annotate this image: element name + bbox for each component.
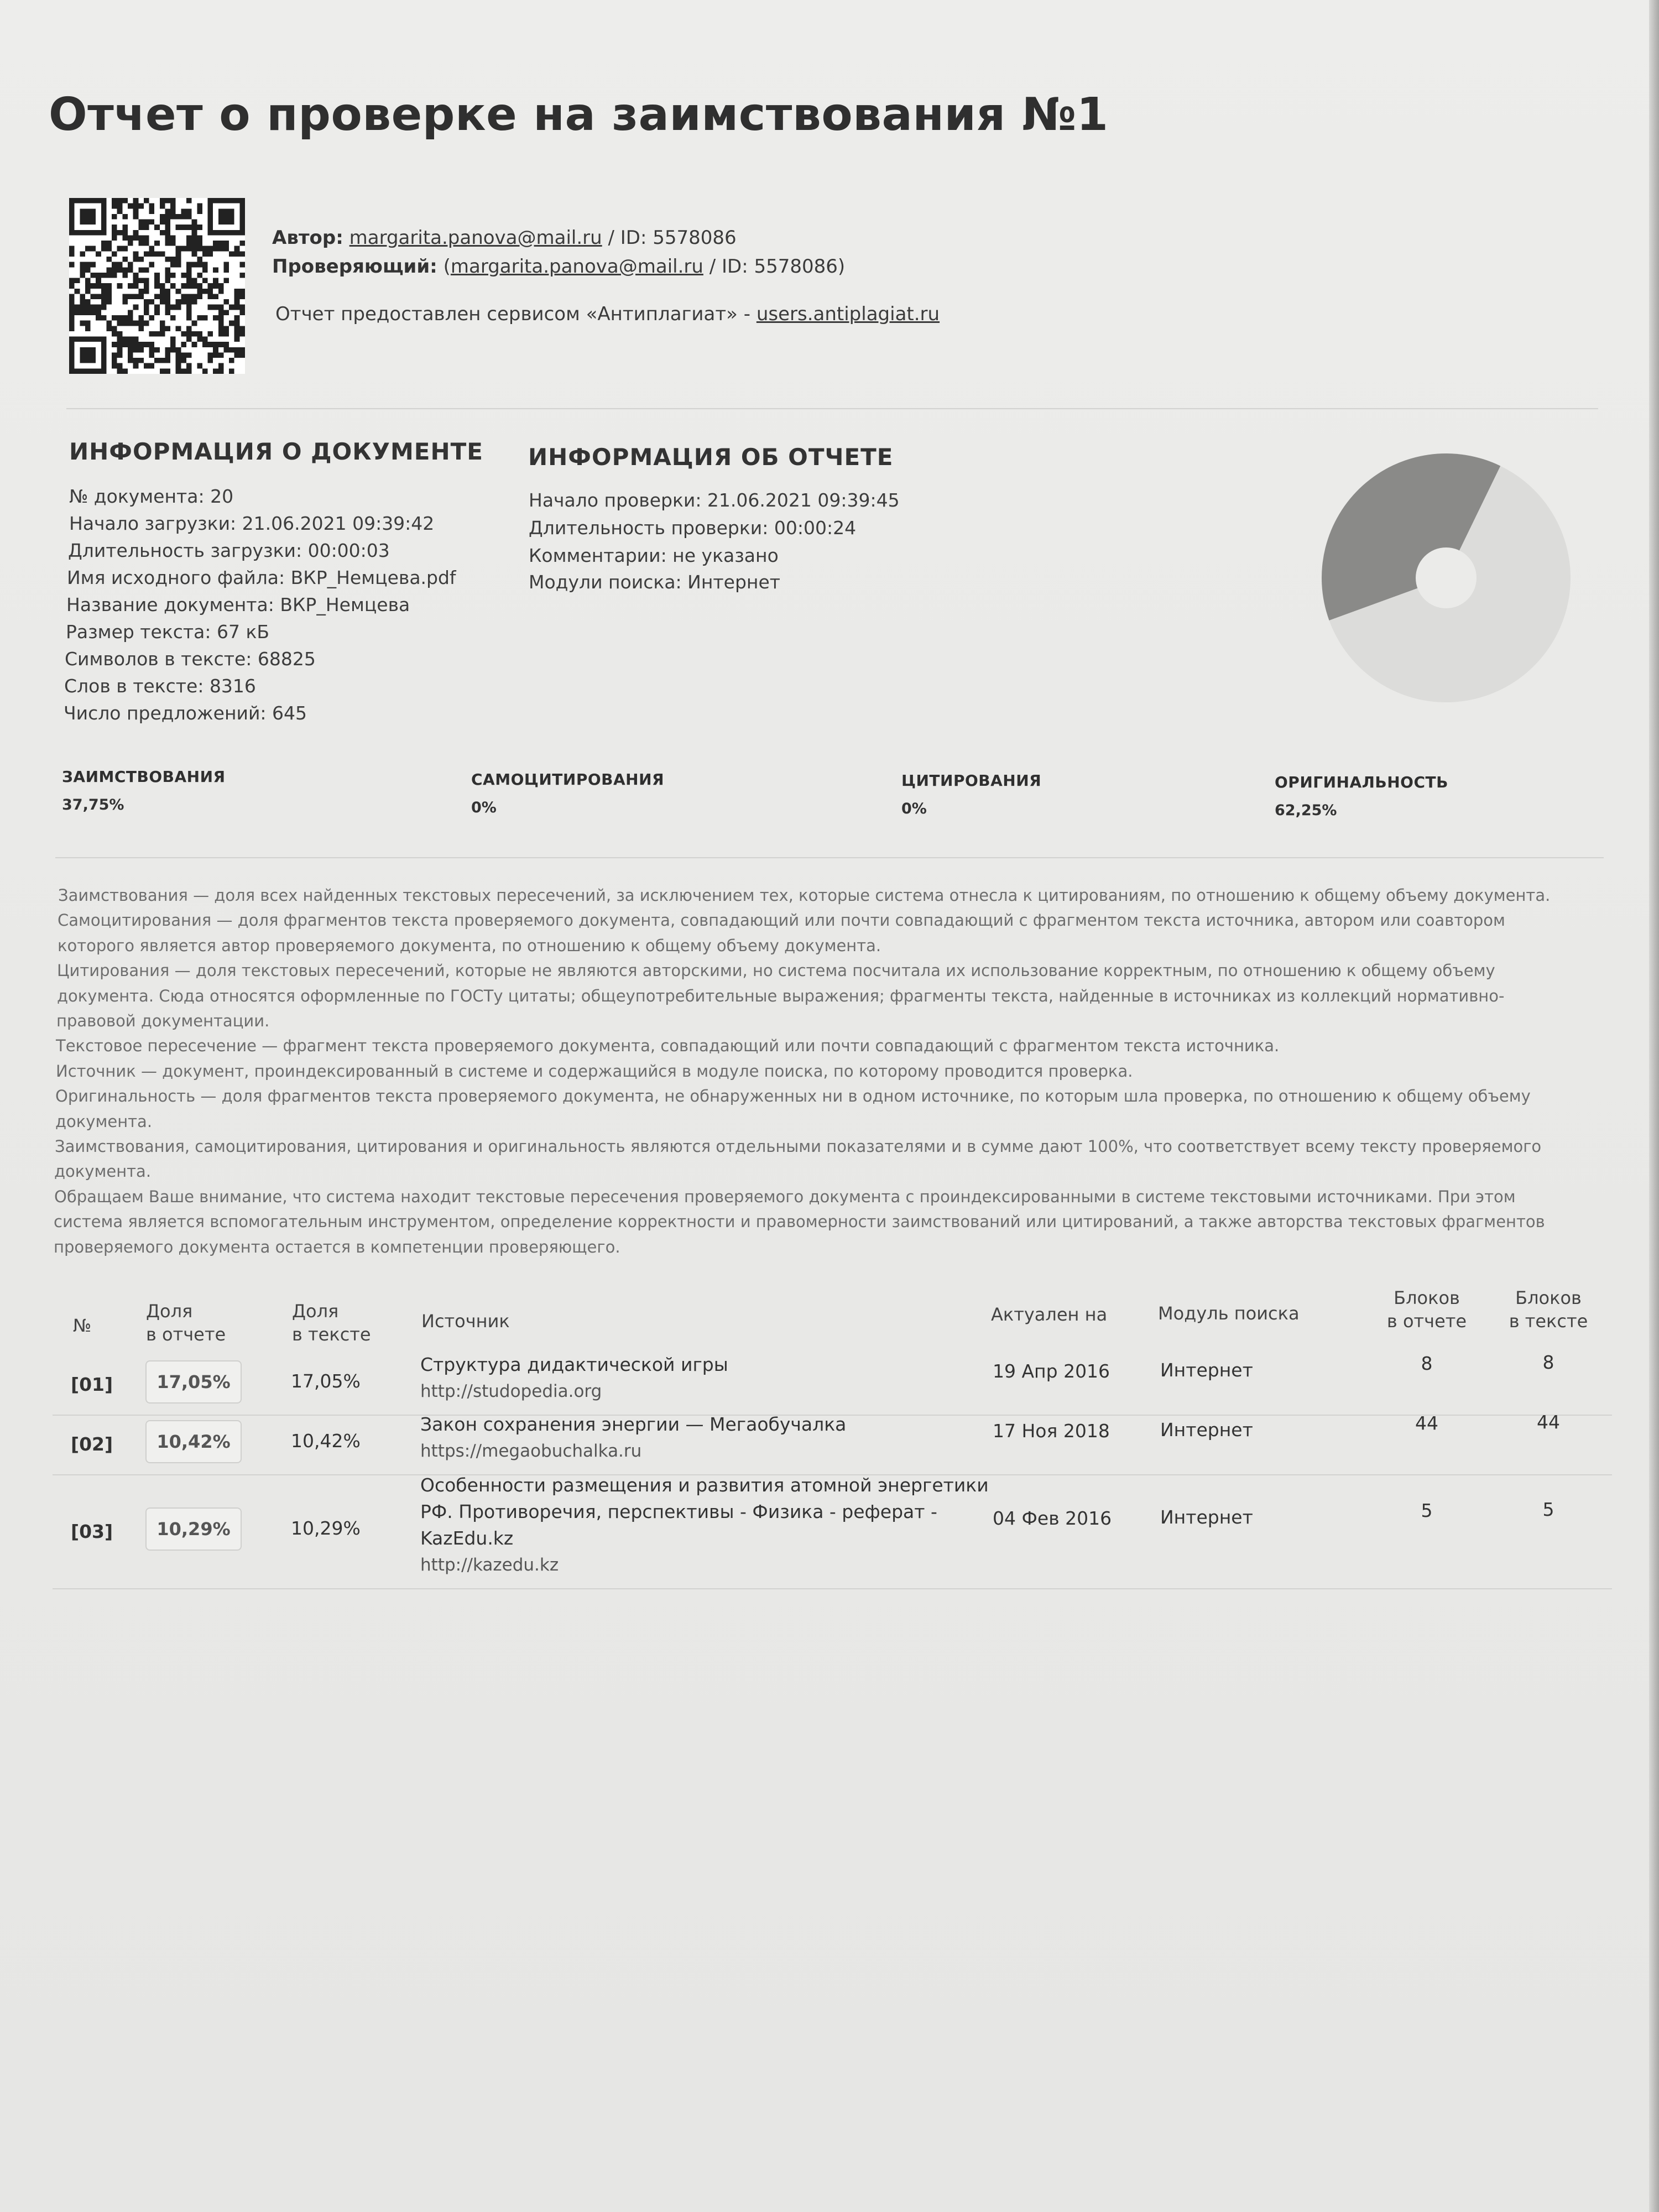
checker-email-link[interactable]: margarita.panova@mail.ru [450, 255, 703, 278]
col-header-blocks-text-line1: Блоков [1515, 1287, 1582, 1308]
col-header-no: № [73, 1315, 92, 1336]
row-number: [01] [71, 1374, 113, 1395]
definition-line: которого является автор проверяемого документа, по отношению к общему объему документа. [58, 936, 881, 955]
service-link[interactable]: users.antiplagiat.ru [756, 303, 940, 325]
search-module: Интернет [1160, 1506, 1253, 1528]
col-header-blocks-report-line2: в отчете [1386, 1311, 1467, 1332]
stat-label: ЗАИМСТВОВАНИЯ [62, 768, 226, 786]
page-edge [1649, 0, 1659, 2212]
divider [55, 857, 1604, 858]
definition-line: Заимствования — доля всех найденных текстовых пересечений, за исключением тех, которые система отнесла к цитированиям, по отношению к общему объему документа. [58, 886, 1551, 905]
definition-line: Оригинальность — доля фрагментов текста проверяемого документа, не обнаруженных ни в одном источнике, по которым шла проверка, по отношению к общему объему [55, 1087, 1531, 1105]
source-title[interactable]: KazEdu.kz [420, 1527, 514, 1549]
doc-info-line: Начало загрузки: 21.06.2021 09:39:42 [69, 513, 435, 534]
author-label: Автор: [272, 227, 343, 249]
col-header-module: Модуль поиска [1158, 1303, 1300, 1324]
checker-id: / ID: 5578086) [709, 255, 846, 278]
source-title[interactable]: РФ. Противоречия, перспективы - Физика - реферат - [420, 1501, 937, 1522]
row-number: [03] [71, 1521, 113, 1542]
author-id: / ID: 5578086 [608, 227, 737, 249]
report-info-line: Модули поиска: Интернет [529, 571, 780, 593]
blocks-in-report: 5 [1421, 1500, 1433, 1521]
blocks-in-report: 8 [1421, 1353, 1433, 1374]
blocks-in-text: 5 [1542, 1499, 1554, 1520]
col-header-actual: Актуален на [991, 1304, 1108, 1325]
checker-label: Проверяющий: [272, 255, 437, 278]
pie-hole [1416, 547, 1477, 608]
stat-label: ЦИТИРОВАНИЯ [901, 771, 1042, 790]
stat-value: 37,75% [62, 796, 124, 813]
col-header-source: Источник [421, 1311, 510, 1332]
row-number: [02] [71, 1433, 113, 1455]
share-report-badge[interactable]: 17,05% [145, 1360, 242, 1404]
col-header-blocks-text [1504, 1286, 1593, 1333]
report-title: Отчет о проверке на заимствования №1 [49, 88, 1109, 141]
qr-code-icon [69, 198, 245, 374]
definition-line: документа. [55, 1112, 153, 1131]
stat-value: 0% [901, 800, 927, 817]
col-header-blocks-report [1383, 1286, 1471, 1333]
source-url-link[interactable]: http://studopedia.org [420, 1381, 602, 1401]
report-info-line: Комментарии: не указано [529, 545, 779, 566]
share-report-badge[interactable]: 10,42% [145, 1420, 242, 1463]
checker-prefix: ( [443, 255, 451, 278]
service-text: Отчет предоставлен сервисом «Антиплагиат» - [275, 303, 751, 325]
report-info-line: Начало проверки: 21.06.2021 09:39:45 [529, 489, 900, 511]
definition-line: проверяемого документа остается в компетенции проверяющего. [54, 1238, 620, 1256]
doc-info-line: Имя исходного файла: ВКР_Немцева.pdf [67, 567, 456, 588]
doc-info-line: Слов в тексте: 8316 [64, 675, 256, 697]
search-module: Интернет [1160, 1419, 1253, 1441]
stat-value: 62,25% [1275, 802, 1337, 819]
doc-info-line: Название документа: ВКР_Немцева [66, 594, 410, 615]
definition-line: Самоцитирования — доля фрагментов текста проверяемого документа, совпадающий или почти совпадающий с фрагментом текста источника, автором или соавтором [58, 911, 1505, 930]
share-text-value: 17,05% [291, 1370, 361, 1392]
blocks-in-text: 44 [1537, 1411, 1560, 1433]
stat-label: ОРИГИНАЛЬНОСТЬ [1275, 773, 1448, 791]
col-header-share-text [292, 1300, 371, 1346]
originality-pie-chart [1316, 448, 1576, 708]
actual-date: 17 Ноя 2018 [993, 1420, 1110, 1442]
definition-line: Источник — документ, проиндексированный в системе и содержащийся в модуле поиска, по которому проводится проверка. [56, 1062, 1133, 1081]
doc-info-line: Число предложений: 645 [64, 702, 307, 724]
col-header-blocks-text-line2: в тексте [1509, 1311, 1588, 1332]
definition-line: Обращаем Ваше внимание, что система находит текстовые пересечения проверяемого документа с проиндексированными в системе текстовыми источниками. При этом [54, 1187, 1516, 1206]
col-header-share-report-line1: Доля [146, 1301, 193, 1322]
definition-line: Цитирования — доля текстовых пересечений, которые не являются авторскими, но система посчитала их использование корректным, по отношению к общему объему [57, 961, 1495, 980]
source-title[interactable]: Особенности размещения и развития атомной энергетики [420, 1474, 989, 1496]
definition-line: Заимствования, самоцитирования, цитирования и оригинальность являются отдельными показателями и в сумме дают 100%, что соответствует всему тексту проверяемого [55, 1137, 1542, 1156]
col-header-share-text-line2: в тексте [292, 1324, 371, 1345]
definition-line: система является вспомогательным инструментом, определение корректности и правомерности заимствований или цитирований, а также авторства текстовых фрагментов [54, 1212, 1545, 1231]
col-header-share-report [146, 1300, 226, 1346]
author-line [272, 227, 737, 249]
source-title[interactable]: Закон сохранения энергии — Мегаобучалка [420, 1413, 847, 1435]
checker-line [272, 255, 845, 278]
definition-line: документа. Сюда относятся оформленные по ГОСТу цитаты; общеупотребительные выражения; фрагменты текста, найденные в источниках из коллекций нормативно- [57, 987, 1505, 1005]
source-url-link[interactable]: http://kazedu.kz [420, 1555, 559, 1575]
blocks-in-report: 44 [1415, 1412, 1438, 1434]
stat-label: САМОЦИТИРОВАНИЯ [471, 770, 665, 789]
blocks-in-text: 8 [1542, 1352, 1554, 1373]
doc-info-line: Размер текста: 67 кБ [66, 621, 270, 643]
col-header-share-text-line1: Доля [292, 1301, 339, 1322]
doc-info-line: № документа: 20 [69, 486, 234, 507]
stat-value: 0% [471, 799, 497, 816]
report-info-heading: ИНФОРМАЦИЯ ОБ ОТЧЕТЕ [528, 444, 894, 471]
col-header-blocks-report-line1: Блоков [1394, 1287, 1460, 1308]
service-line [275, 303, 940, 325]
author-email-link[interactable]: margarita.panova@mail.ru [349, 227, 602, 249]
report-info-line: Длительность проверки: 00:00:24 [529, 517, 857, 539]
divider [66, 408, 1598, 409]
doc-info-line: Длительность загрузки: 00:00:03 [68, 540, 390, 561]
definition-line: документа. [54, 1162, 152, 1181]
source-title[interactable]: Структура дидактической игры [420, 1354, 728, 1375]
definition-line: Текстовое пересечение — фрагмент текста проверяемого документа, совпадающий или почти совпадающий с фрагментом текста источника. [56, 1036, 1280, 1055]
definition-line: правовой документации. [56, 1011, 270, 1030]
col-header-share-report-line2: в отчете [146, 1324, 226, 1345]
source-url-link[interactable]: https://megaobuchalka.ru [420, 1441, 642, 1461]
search-module: Интернет [1160, 1359, 1253, 1381]
actual-date: 19 Апр 2016 [993, 1360, 1110, 1382]
share-text-value: 10,42% [291, 1430, 361, 1452]
row-divider [53, 1588, 1612, 1589]
doc-info-line: Символов в тексте: 68825 [65, 648, 316, 670]
share-text-value: 10,29% [291, 1517, 361, 1539]
share-report-badge[interactable]: 10,29% [145, 1507, 242, 1551]
doc-info-heading: ИНФОРМАЦИЯ О ДОКУМЕНТЕ [69, 438, 483, 465]
actual-date: 04 Фев 2016 [993, 1507, 1112, 1529]
